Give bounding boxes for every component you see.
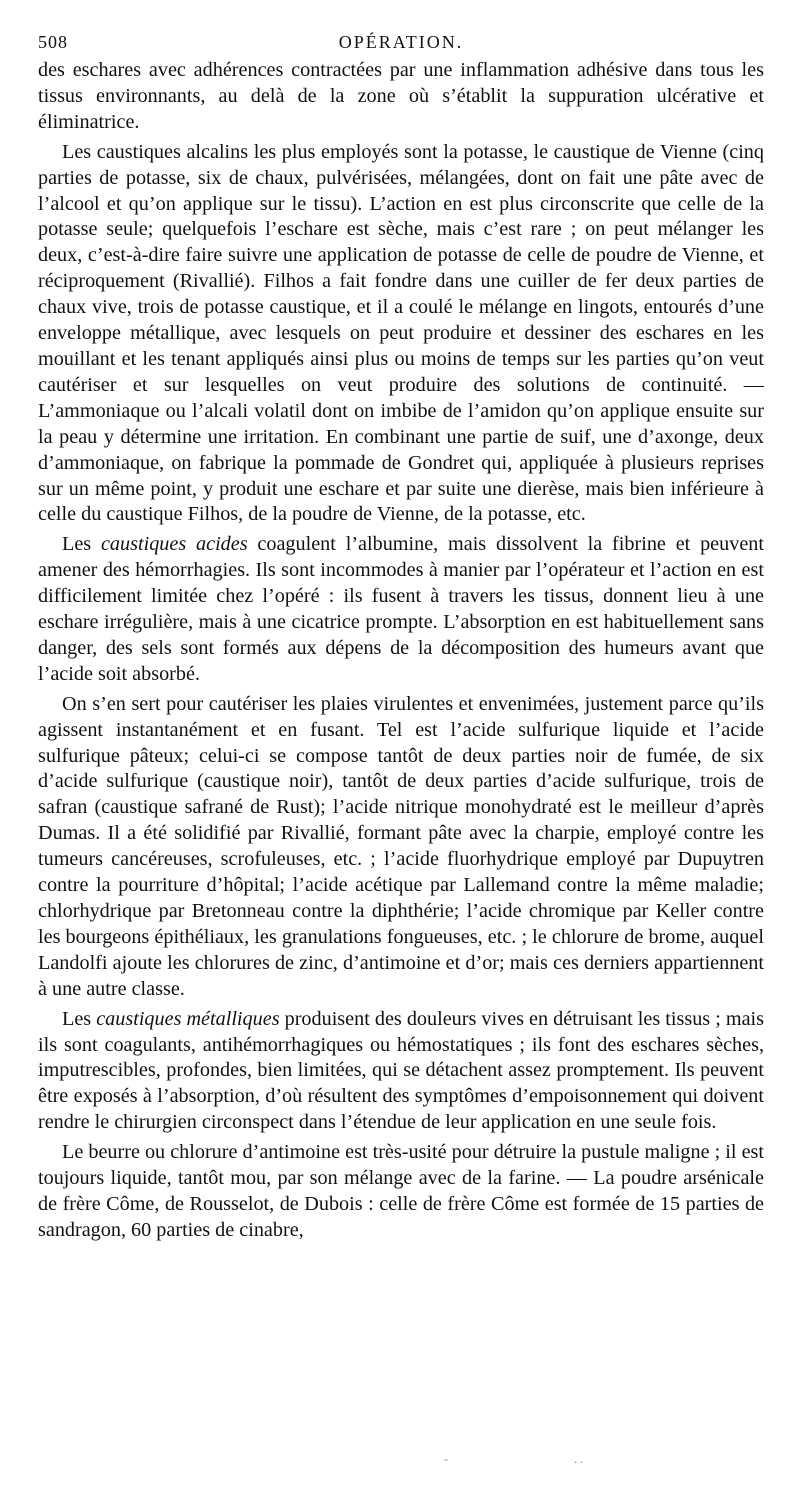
paragraph [38,692,764,1003]
paragraph-text: Les [62,1007,97,1030]
paragraph-text: produisent des douleurs vives en détruisant les tissus ; mais ils sont coagulants, antihémorrhagiques ou hémostatiques ; ils font des eschares sèches, imputrescibles, profondes, bien limitées, qui se détachent assez promptement. Ils peuvent être exposés à l’absorption, d’où résultent des symptômes d’empoisonnement qui doivent rendre le chirurgien circonspect dans l’étendue de leur application en une seule fois. [38,1007,764,1134]
paragraph-text: coagulent l’albumine, mais dissolvent la fibrine et peuvent amener des hémorrhagies. Ils sont incommodes à manier par l’opérateur et l’action en est difficilement limitée chez l’opéré : ils fusent à travers les tissus, donnent lieu à une eschare irrégulière, mais à une cicatrice prompte. L’absorption en est habituellement sans danger, des sels sont formés aux dépens de la décomposition des humeurs avant que l’acide soit absorbé. [38,533,764,685]
paragraph [38,1007,764,1137]
running-head: OPÉRATION. [338,32,464,52]
paragraph-text: des eschares avec adhérences contractées par une inflammation adhésive dans tous les tissus environnants, au delà de la zone où s’établit la suppuration ulcérative et éliminatrice. [38,59,764,133]
page-header [38,28,764,56]
page-number: 508 [38,32,68,52]
paragraph-text: On s’en sert pour cautériser les plaies virulentes et envenimées, justement parce qu’ils agissent instantanément et en fusant. Tel est l’acide sulfurique liquide et l’acide sulfurique pâteux; celui-ci se compose tantôt de deux parties noir de fumée, de six d’acide sulfurique (caustique noir), tantôt de deux parties d’acide sulfurique, trois de safran (caustique safrané de Rust); l’acide nitrique monohydraté est le meilleur d’après Dumas. Il a été solidifié par Rivallié, formant pâte avec la charpie, employé contre les tumeurs cancéreuses, scrofuleuses, etc. ; l’acide fluorhydrique employé par Dupuytren contre la pourriture d’hôpital; l’acide acétique par Lallemand contre la même maladie; chlorhydrique par Bretonneau contre la diphthérie; l’acide chromique par Keller contre les bourgeons épithéliaux, les granulations fongueuses, etc. ; le chlorure de brome, auquel Landolfi ajoute les chlorures de zinc, d’antimoine et d’or; mais ces derniers appartiennent à une autre classe. [38,692,764,1000]
paragraph [38,1140,764,1244]
italic-term: caustiques métalliques [96,1007,280,1030]
body-text [38,58,764,1244]
book-page [38,28,764,1248]
paragraph [38,58,764,136]
italic-term: caustiques acides [100,533,248,556]
paragraph-text: Les caustiques alcalins les plus employés sont la potasse, le caustique de Vienne (cinq parties de potasse, six de chaux, pulvérisées, mélangées, dont on fait une pâte avec de l’alcool et qu’on applique sur le tissu). L’action en est plus circonscrite que celle de la potasse seule; quelquefois l’eschare est sèche, mais c’est rare ; on peut mélanger les deux, c’est-à-dire faire suivre une application de potasse de celle de poudre de Vienne, et réciproquement (Rivallié). Filhos a fait fondre dans une cuiller de fer deux parties de chaux vive, trois de potasse caustique, et il a coulé le mélange en lingots, entourés d’une enveloppe métallique, avec lesquels on peut produire et dessiner des eschares en les mouillant et les tenant appliqués ainsi plus ou moins de temps sur les parties qu’on veut cautériser et sur lesquelles on veut produire des solutions de continuité. — L’ammoniaque ou l’alcali volatil dont on imbibe de l’amidon qu’on applique ensuite sur la peau y détermine une irritation. En combinant une partie de suif, une d’axonge, deux d’ammoniaque, on fabrique la pommade de Gondret qui, appliquée à plusieurs reprises sur un même point, y produit une eschare et par suite une dierèse, mais bien inférieure à celle du caustique Filhos, de la poudre de Vienne, de la potasse, etc. [38,140,764,526]
paragraph [38,140,764,529]
paragraph-text: Les [62,533,101,556]
footer-mark-left: - [444,1452,448,1466]
footer-marks [0,1452,800,1464]
paragraph-text: Le beurre ou chlorure d’antimoine est très-usité pour détruire la pustule maligne ; il est toujours liquide, tantôt mou, par son mélange avec de la farine. — La poudre arsénicale de frère Côme, de Rousselot, de Dubois : celle de frère Côme est formée de 15 parties de sandragon, 60 parties de cinabre, [38,1141,764,1241]
paragraph [38,532,764,687]
footer-mark-right: . . [574,1452,583,1466]
